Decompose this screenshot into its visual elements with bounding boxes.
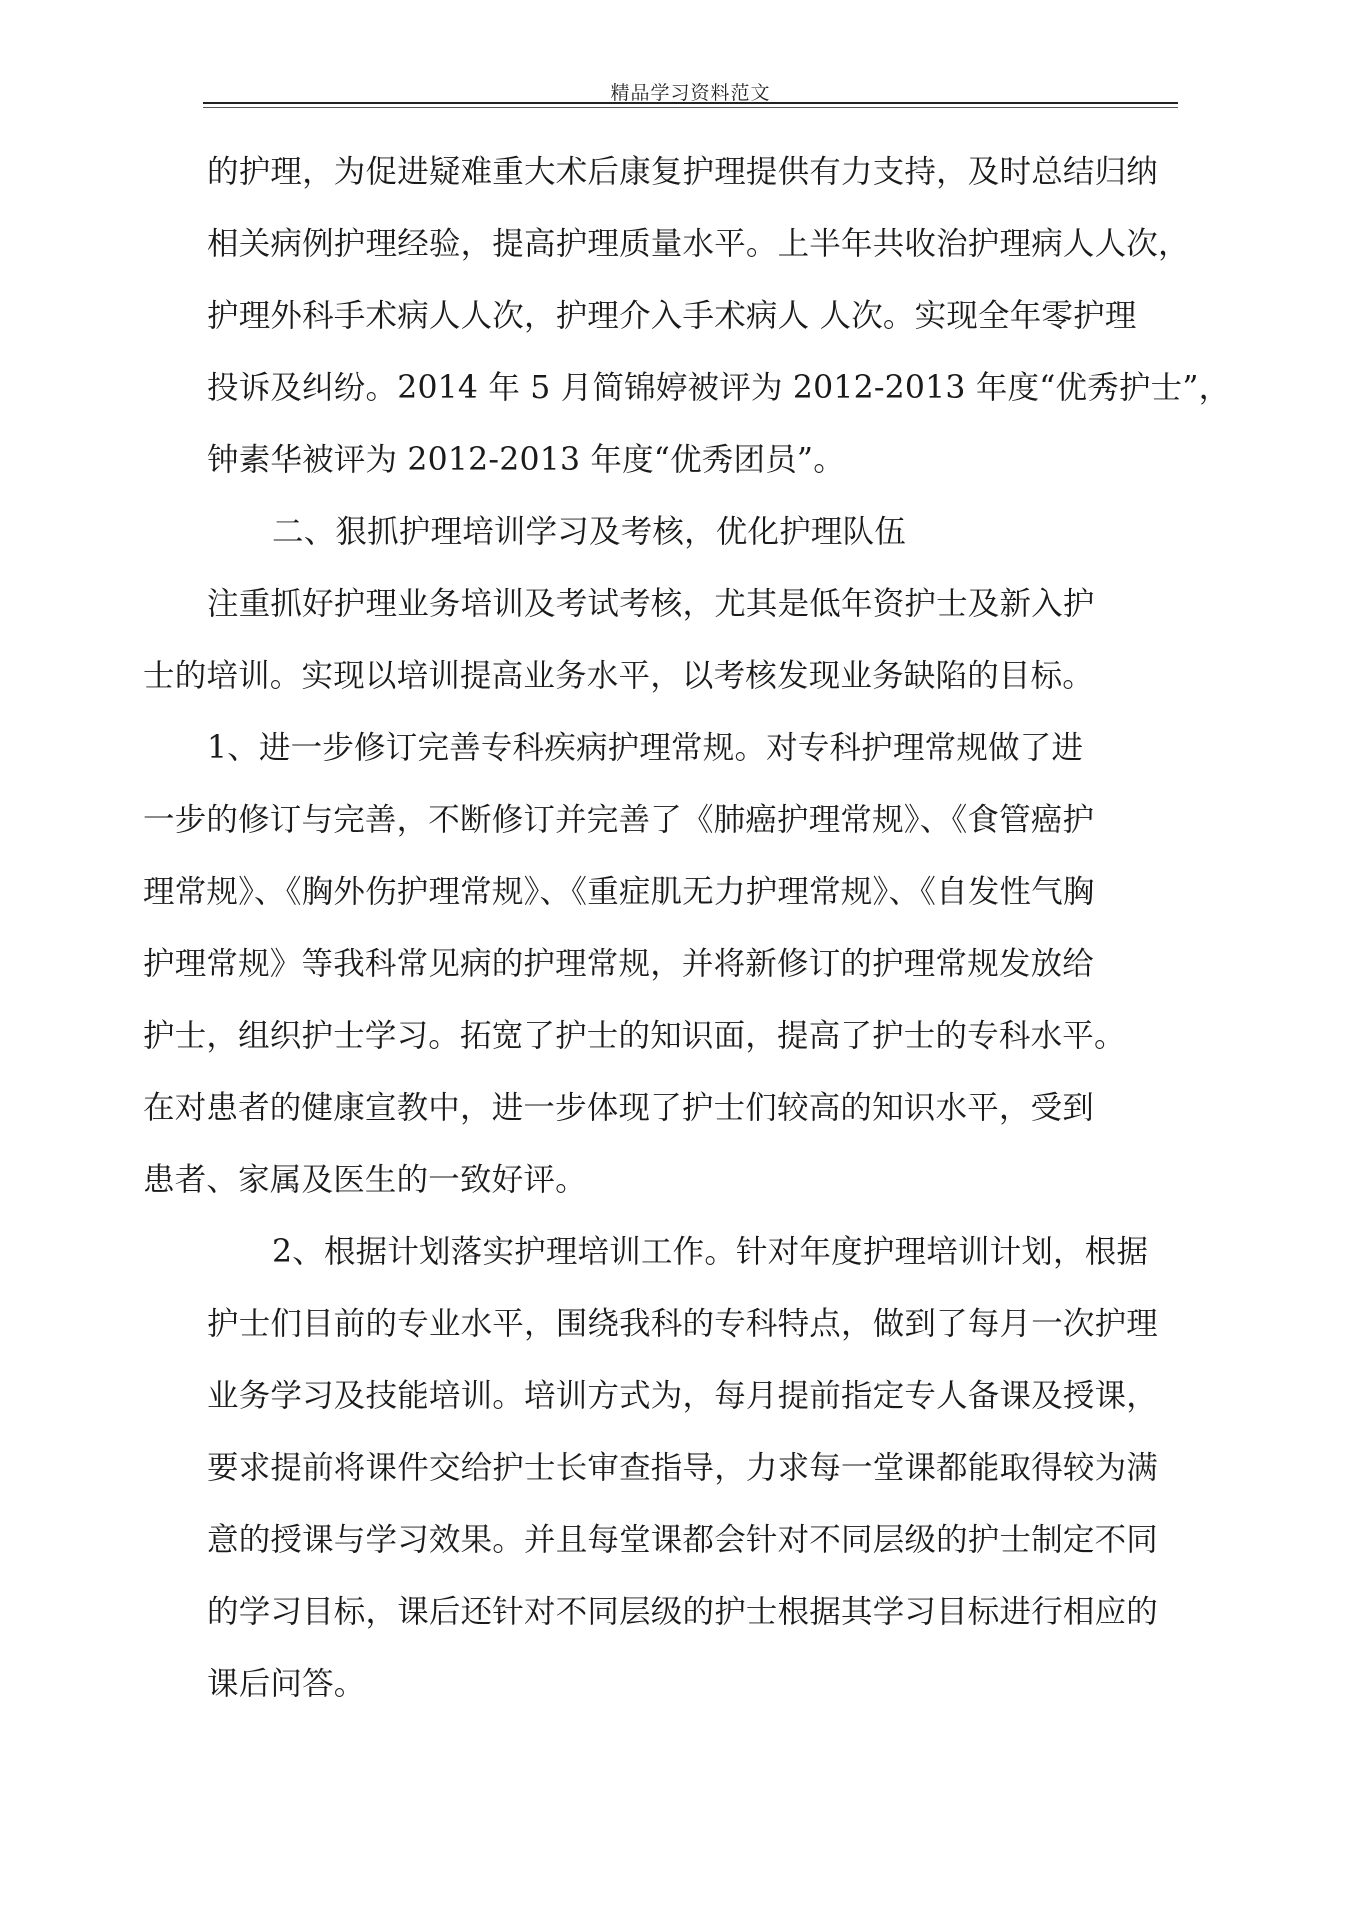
paragraph-line: 2、根据计划落实护理培训工作。针对年度护理培训计划，根据 (272, 1234, 1149, 1270)
paragraph-line: 的学习目标，课后还针对不同层级的护士根据其学习目标进行相应的 (207, 1594, 1159, 1630)
paragraph-line: 一步的修订与完善，不断修订并完善了《肺癌护理常规》、《食管癌护 (143, 802, 1095, 838)
paragraph-line: 理常规》、《胸外伤护理常规》、《重症肌无力护理常规》、《自发性气胸 (143, 874, 1095, 910)
paragraph-line: 护理常规》等我科常见病的护理常规，并将新修订的护理常规发放给 (143, 946, 1095, 982)
header-rule (203, 102, 1178, 104)
paragraph-line: 注重抓好护理业务培训及考试考核，尤其是低年资护士及新入护 (207, 586, 1095, 622)
paragraph-line: 课后问答。 (207, 1666, 366, 1702)
paragraph-line: 投诉及纠纷。2014 年 5 月简锦婷被评为 2012-2013 年度“优秀护士”， (207, 370, 1231, 406)
paragraph-line: 意的授课与学习效果。并且每堂课都会针对不同层级的护士制定不同 (207, 1522, 1159, 1558)
paragraph-line: 患者、家属及医生的一致好评。 (143, 1162, 587, 1198)
header-rule-thin (203, 107, 1178, 108)
paragraph-line: 相关病例护理经验，提高护理质量水平。上半年共收治护理病人人次， (207, 226, 1190, 262)
paragraph-line: 的护理，为促进疑难重大术后康复护理提供有力支持，及时总结归纳 (207, 154, 1159, 190)
paragraph-line: 1、进一步修订完善专科疾病护理常规。对专科护理常规做了进 (207, 730, 1084, 766)
paragraph-line: 在对患者的健康宣教中，进一步体现了护士们较高的知识水平，受到 (143, 1090, 1095, 1126)
paragraph-line: 护理外科手术病人人次，护理介入手术病人 人次。实现全年零护理 (207, 298, 1137, 334)
paragraph-line: 护士们目前的专业水平，围绕我科的专科特点，做到了每月一次护理 (207, 1306, 1159, 1342)
section-heading: 二、狠抓护理培训学习及考核，优化护理队伍 (272, 514, 907, 550)
paragraph-line: 护士，组织护士学习。拓宽了护士的知识面，提高了护士的专科水平。 (143, 1018, 1126, 1054)
paragraph-line: 业务学习及技能培训。培训方式为，每月提前指定专人备课及授课， (207, 1378, 1159, 1414)
paragraph-line: 要求提前将课件交给护士长审查指导，力求每一堂课都能取得较为满 (207, 1450, 1159, 1486)
page-header-title: 精品学习资料范文 (610, 82, 771, 104)
paragraph-line: 钟素华被评为 2012-2013 年度“优秀团员”。 (207, 442, 845, 478)
paragraph-line: 士的培训。实现以培训提高业务水平，以考核发现业务缺陷的目标。 (143, 658, 1095, 694)
